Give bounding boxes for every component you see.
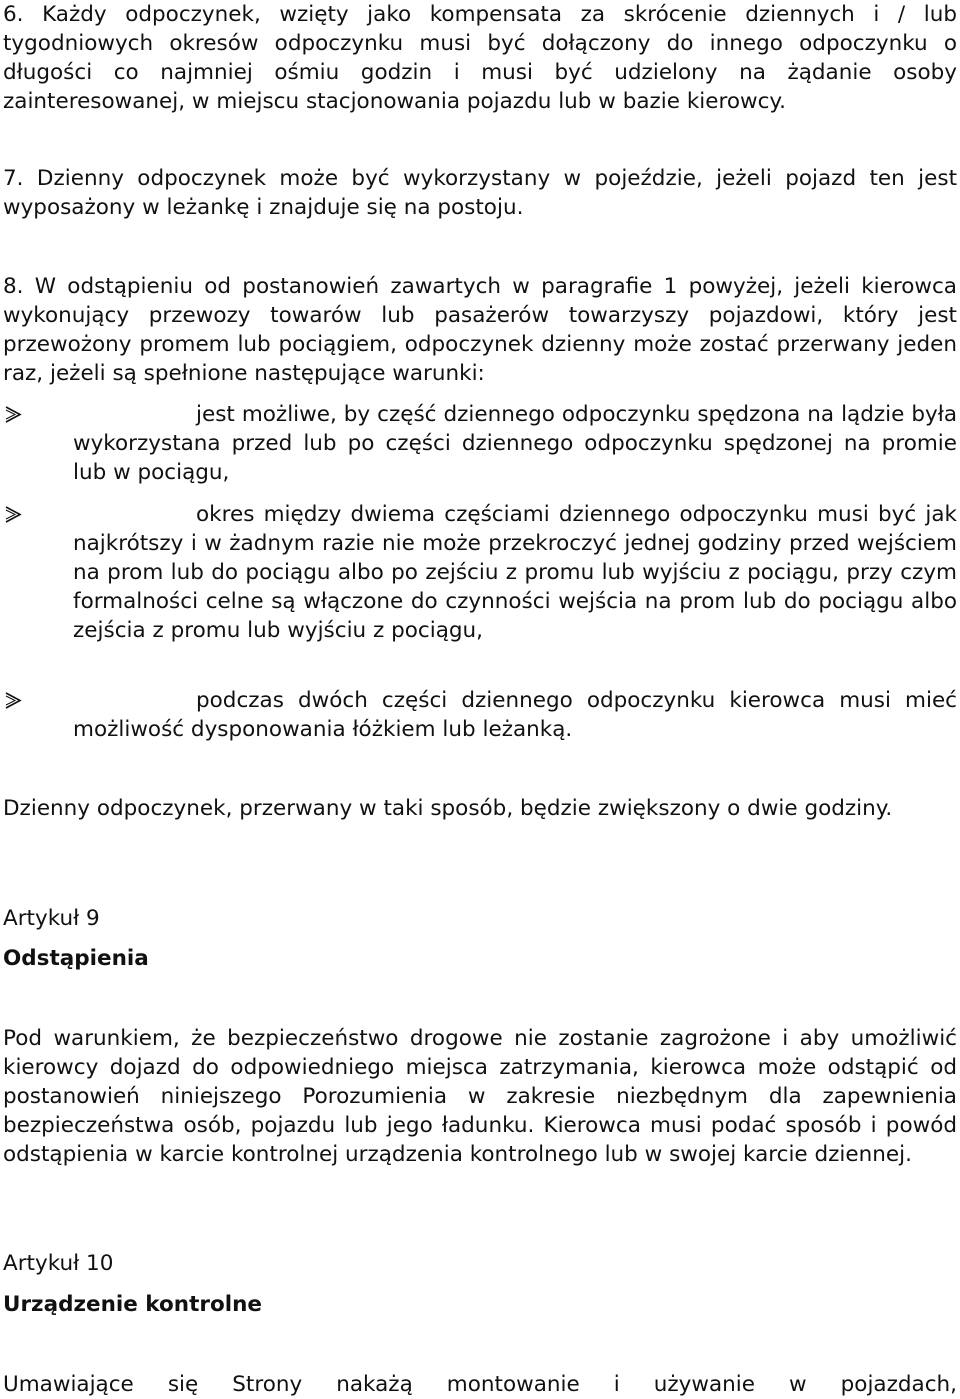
article-10-body: Umawiające się Strony nakażą montowanie i używanie w pojazdach, — [3, 1372, 957, 1397]
arrowhead-bullet-icon — [4, 686, 24, 715]
arrowhead-bullet-icon — [4, 400, 24, 429]
paragraph-8: 8. W odstąpieniu od postanowień zawartych w paragrafie 1 powyżej, jeżeli kierowca wykonujący przewozy towarów lub pasażerów towarzyszy pojazdowi, który jest przewożony promem lub pociągiem, odpoczynek dzienny może zostać przerwany jeden raz, jeżeli są spełnione następujące warunki: — [3, 274, 957, 386]
condition-text-2: okres między dwiema częściami dziennego odpoczynku musi być jak najkrótszy i w żadnym razie nie może przekroczyć jednej godziny przed wejściem na prom lub do pociągu albo po zejściu z promu lub wyjściu z pociągu, przy czym formalności celne są włączone do czynności wejścia na prom lub do pociągu albo zejścia z promu lub wyjściu z pociągu, — [73, 502, 957, 643]
conditions-list — [3, 400, 957, 485]
article-10-number: Artykuł 10 — [3, 1251, 114, 1276]
arrowhead-bullet-icon — [4, 500, 24, 529]
paragraph-6: 6. Każdy odpoczynek, wzięty jako kompensata za skrócenie dziennych i / lub tygodniowych okresów odpoczynku musi być dołączony do innego odpoczynku o długości co najmniej ośmiu godzin i musi być udzielony na żądanie osoby zainteresowanej, w miejscu stacjonowania pojazdu lub w bazie kierowcy. — [3, 2, 957, 114]
article-9-number: Artykuł 9 — [3, 906, 100, 931]
paragraph-7: 7. Dzienny odpoczynek może być wykorzystany w pojeździe, jeżeli pojazd ten jest wyposażony w leżankę i znajduje się na postoju. — [3, 166, 957, 220]
condition-item-1 — [3, 400, 957, 485]
article-9-body: Pod warunkiem, że bezpieczeństwo drogowe nie zostanie zagrożone i aby umożliwić kierowcy dojazd do odpowiedniego miejsca zatrzymania, kierowca może odstąpić od postanowień niniejszego Porozumienia w zakresie niezbędnym dla zapewnienia bezpieczeństwa osób, pojazdu lub jego ładunku. Kierowca musi podać sposób i powód odstąpienia w karcie kontrolnej urządzenia kontrolnego lub w swojej karcie dziennej. — [3, 1026, 957, 1167]
extension-note: Dzienny odpoczynek, przerwany w taki sposób, będzie zwiększony o dwie godziny. — [3, 796, 893, 821]
condition-item-3 — [3, 686, 957, 744]
article-10-title: Urządzenie kontrolne — [3, 1292, 263, 1317]
condition-text-1: jest możliwe, by część dziennego odpoczynku spędzona na lądzie była wykorzystana przed lub po części dziennego odpoczynku spędzonej na promie lub w pociągu, — [73, 402, 957, 485]
condition-item-2 — [3, 500, 957, 645]
conditions-list-3 — [3, 686, 957, 744]
conditions-list-2 — [3, 500, 957, 645]
article-9-title: Odstąpienia — [3, 946, 149, 971]
condition-text-3: podczas dwóch części dziennego odpoczynku kierowca musi mieć możliwość dysponowania łóżkiem lub leżanką. — [73, 688, 957, 742]
